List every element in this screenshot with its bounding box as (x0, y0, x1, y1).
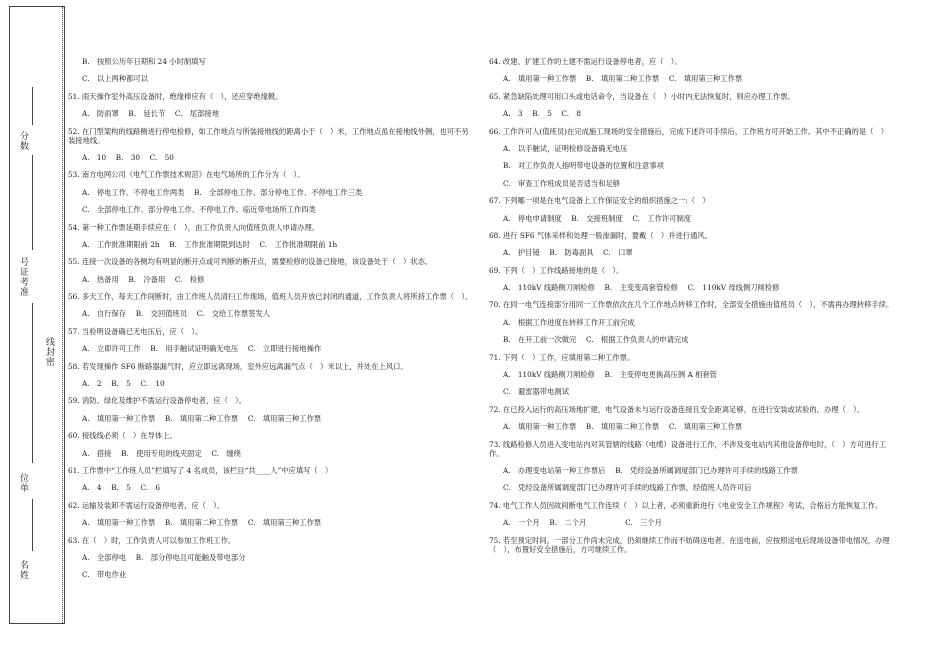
score-line-2 (32, 155, 33, 250)
score-label: 分数 (18, 131, 28, 151)
question-text: 67. 下列哪一项是在电气设备上工作保证安全的组织措施之一:（ ） (489, 196, 710, 206)
answer-options: A. 停电工作、不停电工作两类 B. 全部停电工作、部分停电工作、不停电工作三类 (82, 187, 363, 197)
score-line (32, 87, 33, 125)
question-text: 59. 消防、绿化及维护不需运行设备停电者，应（ ）。 (68, 396, 247, 406)
answer-options: A. 2 B. 5 C. 10 (82, 379, 165, 389)
answer-options: C. 凭经设备所属调度部门已办理许可手续的线路工作票，经值班人员许可后 (503, 483, 752, 493)
answer-options: A. 停电申请制度 B. 交接班制度 C. 工作许可制度 (503, 213, 692, 223)
answer-options: C. 避雷器带电测试 (503, 387, 570, 397)
answer-options: A. 全部停电 B. 部分停电且可能触及带电部分 (82, 552, 246, 562)
answer-options: A. 3 B. 5 C. 8 (503, 109, 581, 119)
question-text: 66. 工作许可人(值班员)在完成施工现场的安全措施后，完成下述许可手续后，工作班方可开始工作。其中不正确的是（ ） (489, 126, 889, 136)
answer-options: A. 根据工作进度在转移工作开工前完成 (503, 317, 635, 327)
answer-options: A. 10 B. 30 C. 50 (82, 152, 174, 162)
question-text: 61. 工作票中“工作班人员”栏填写了 4 名成员，该栏目“共____人”中应填写（ ） (68, 465, 333, 475)
answer-options: C. 带电作业 (82, 570, 127, 580)
answer-options: A. 110kV 线路侧刀闸检修 B. 主变停电更换高压侧 A 相套管 (503, 370, 717, 380)
question-text: 69. 下列（ ）工作线路接地的是（ ）。 (489, 265, 624, 275)
unit-line (32, 499, 33, 551)
unit-label: 位单 (18, 473, 28, 493)
answer-options: A. 填用第一种工作票 B. 填用第二种工作票 C. 填用第三种工作票 (82, 518, 322, 528)
answer-options: A. 110kV 线路侧刀闸检修 B. 主变变高套管检修 C. 110kV 母线侧刀闸检修 (503, 283, 780, 293)
exam-no-label: 号证考准 (18, 257, 28, 297)
answer-options: A. 办理变电站第一种工作票后 B. 凭经设备所属调度部门已办理许可手续的线路工作票 (503, 465, 798, 475)
question-text: 60. 接线线必须（ ）在导体上。 (68, 431, 177, 441)
answer-options: A. 搭接 B. 使用专用的线夹固定 C. 缠绕 (82, 448, 241, 458)
answer-options: A. 一个月 B. 二个月 C. 三个月 (503, 518, 662, 528)
answer-options: A. 护目镜 B. 防毒面具 C. 口罩 (503, 248, 633, 258)
exam-no-line (32, 303, 33, 463)
binding-margin (9, 6, 65, 624)
question-text: 73. 线路检修人员进入变电站内对其管辖的线路（电缆）设备进行工作，不涉及变电站内其他设备停电时，（ ）方可进行工作。 (489, 439, 887, 458)
question-text: 71. 下列（ ）工作，应填用第二种工作票。 (489, 352, 635, 362)
question-text: 52. 在门型架构的线路侧进行停电检修，如工作地点与所装接地线的距离小于（ ）米，工作地点虽在接地线外侧，也可不另装接地线。 (68, 126, 469, 145)
answer-options: B. 对工作负责人指明带电设备的位置和注意事项 (503, 161, 664, 171)
question-text: 75. 若至预定时间，一部分工作尚未完成，仍须继续工作而不妨碍送电者，在送电前，应按照送电后现场设备带电情况，办理（ ），布置好安全措施后，方可继续工作。 (489, 535, 890, 554)
question-text: 74. 电气工作人员因故间断电气工作连续（ ）以上者，必须重新进行《电业安全工作规程》考试，合格后方能恢复工作。 (489, 500, 883, 510)
name-label: 名姓 (18, 560, 28, 580)
question-text: 57. 当验明设备确已无电压后，应（ ）。 (68, 326, 203, 336)
dotted-cut-line (62, 7, 63, 623)
seal-line-label: 线封密 (44, 337, 54, 367)
answer-options: A. 立即许可工作 B. 用手触试证明确无电压 C. 立即进行接地操作 (82, 344, 322, 354)
answer-options: A. 工作批准期限前 2h B. 工作批准期限到达时 C. 工作批准期限前 1h (82, 239, 338, 249)
answer-options: B. 按照公历年日期和 24 小时制填写 (82, 57, 206, 66)
right-question-column (489, 57, 897, 562)
question-text: 54. 第一种工作票延期手续应在（ ），由工作负责人向值班负责人申请办理。 (68, 222, 320, 232)
answer-options: C. 全部停电工作、部分停电工作、不停电工作、临近带电场所工作四类 (82, 205, 316, 215)
question-text: 55. 连接一次设备的各侧均有明显的断开点或可判断的断开点，需要检修的设备已接地，该设备处于（ ）状态。 (68, 257, 433, 267)
question-text: 51. 雨天操作室外高压设备时，绝缘棒应有（ ），还应穿绝缘靴。 (68, 91, 283, 101)
answer-options: C. 审查工作班成员是否适当和足够 (503, 178, 621, 188)
answer-options: A. 填用第一种工作票 B. 填用第二种工作票 C. 填用第三种工作票 (503, 422, 743, 432)
answer-options: A. 填用第一种工作票 B. 填用第二种工作票 C. 填用第三种工作票 (82, 413, 322, 423)
left-question-column (68, 57, 474, 588)
question-text: 68. 进行 SF6 气体采样和处理一般渗漏时，要戴（ ）并进行通风。 (489, 230, 712, 240)
question-text: 58. 若发现操作 SF6 断路器漏气时，应立即远离现场，室外应远离漏气点（ ）米以上，并处在上风口。 (68, 361, 408, 371)
answer-options: A. 热备用 B. 冷备用 C. 检修 (82, 274, 205, 284)
question-text: 72. 在已投入运行的高压场地扩建，电气设备未与运行设备连接且安全距离足够，在进行安装或试验的，办理（ ）。 (489, 404, 865, 414)
answer-options: B. 在开工前一次做完 C. 根据工作负责人的申请完成 (503, 335, 689, 345)
answer-options: A. 4 B. 5 C. 6 (82, 483, 160, 493)
question-text: 65. 紧急缺陷处理可用口头或电话命令，当设备在（ ）小时内无法恢复时，则应办理工作票。 (489, 91, 795, 101)
answer-options: C. 以上两种都可以 (82, 74, 149, 84)
question-text: 63. 在（ ）时，工作负责人可以参加工作班工作。 (68, 535, 236, 545)
answer-options: A. 防雨罩 B. 延长节 C. 尾部接地 (82, 109, 220, 119)
question-text: 64. 改建、扩建工作的土建不需运行设备停电者，应（ ）。 (489, 57, 682, 66)
answer-options: A. 填用第一种工作票 B. 填用第二种工作票 C. 填用第三种工作票 (503, 74, 743, 84)
question-text: 62. 运输及装卸不需运行设备停电者，应（ ）。 (68, 500, 225, 510)
question-text: 53. 南方电网公司《电气工作票技术规范》在电气场所的工作分为（ ）。 (68, 170, 305, 180)
answer-options: A. 以手触试，证明检修设备确无电压 (503, 143, 628, 153)
question-text: 70. 在同一电气连接部分用同一工作票依次在几个工作地点转移工作时，全部安全措施由值班员（ ），不需再办理转移手续。 (489, 300, 894, 310)
question-text: 56. 多天工作，每天工作间断时，由工作班人员清扫工作现场，值班人员开放已封闭的通道，工作负责人将所持工作票（ ）。 (68, 292, 473, 302)
answer-options: A. 自行保存 B. 交回值班员 C. 交给工作票签发人 (82, 309, 271, 319)
